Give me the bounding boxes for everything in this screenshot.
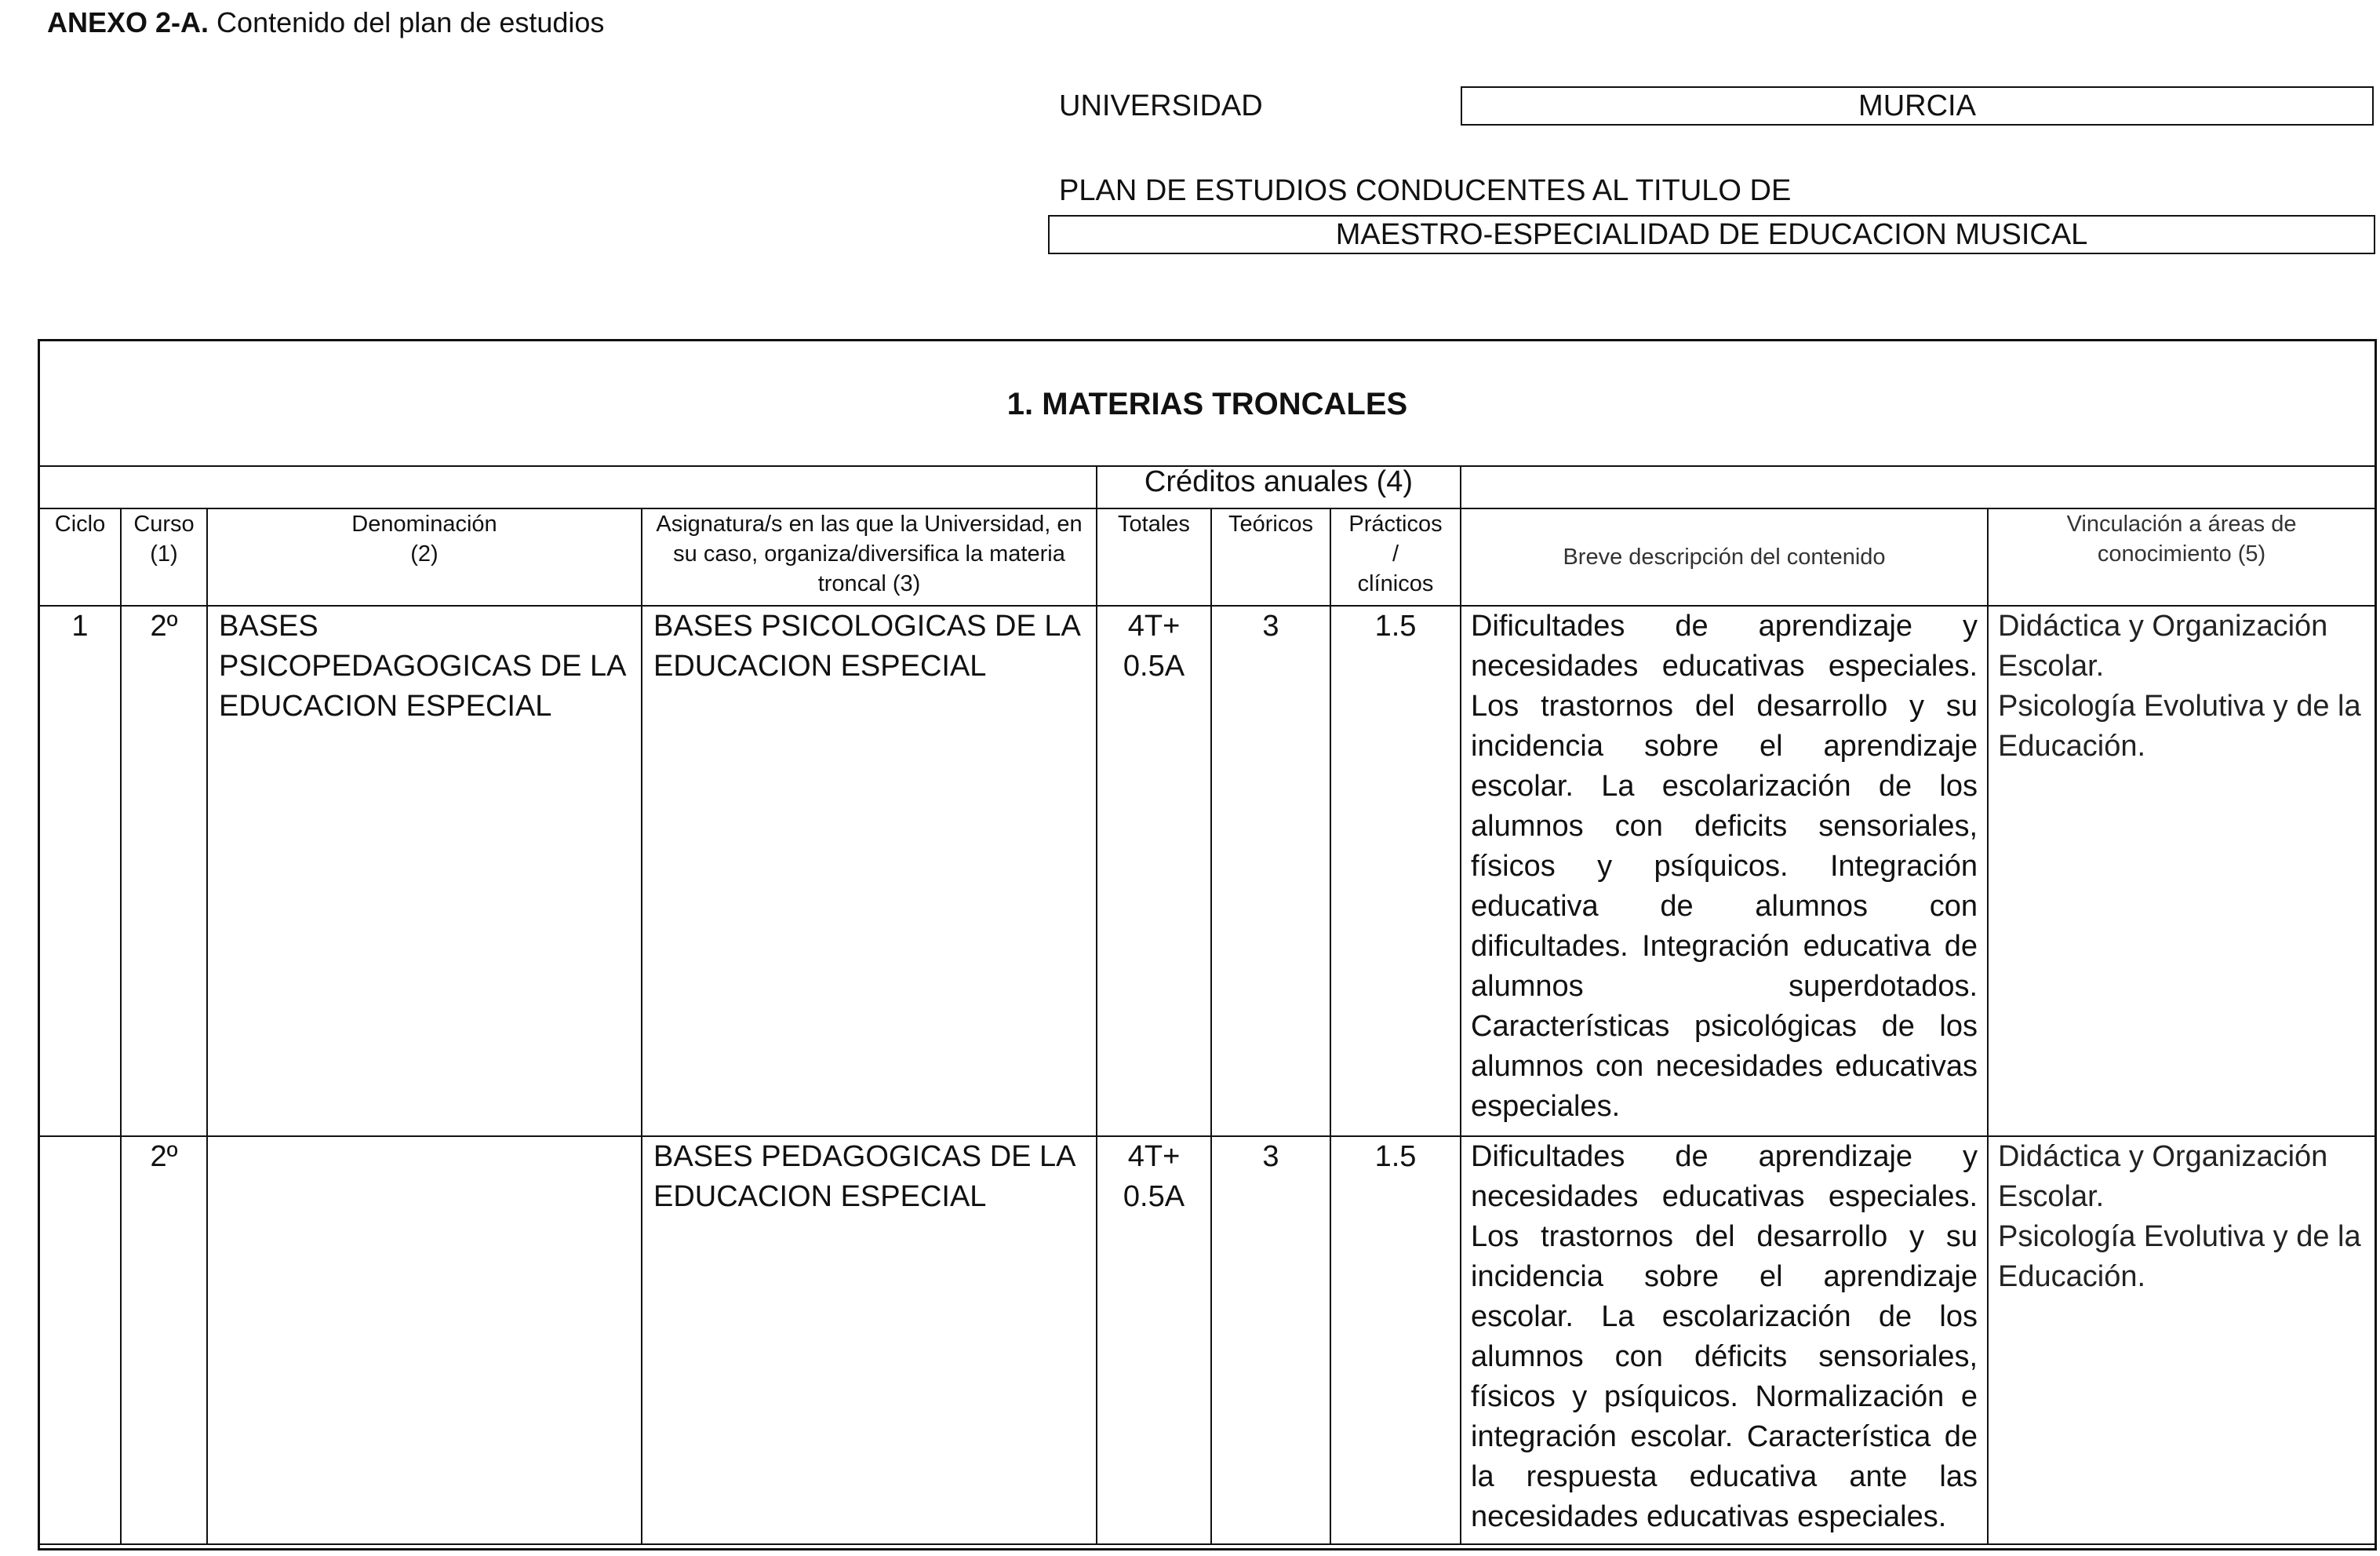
col-header-descripcion: Breve descripción del contenido [1461, 508, 1988, 606]
asignatura-cell: BASES PSICOLOGICAS DE LA EDUCACION ESPECIAL [642, 606, 1097, 1136]
table-row [40, 606, 2375, 1136]
table-row [40, 1136, 2375, 1544]
credits-caption-row [40, 465, 2375, 508]
curso-cell: 2º [121, 1136, 207, 1544]
area-item: Didáctica y Organización Escolar. [1998, 1140, 2328, 1213]
col-header-practicos: Prácticos / clínicos [1330, 508, 1461, 606]
blank-cell [1461, 465, 2375, 508]
teoricos-cell: 3 [1211, 606, 1330, 1136]
annex-title [47, 6, 604, 39]
university-value: MURCIA [1461, 86, 2374, 126]
totales-cell: 4T+ 0.5A [1097, 1136, 1211, 1544]
col-header-curso: Curso (1) [121, 508, 207, 606]
subjects-table-frame [38, 339, 2377, 1551]
ciclo-cell: 1 [40, 606, 121, 1136]
subjects-table [40, 465, 2375, 1545]
section-title: 1. MATERIAS TRONCALES [40, 341, 2375, 467]
annex-label: ANEXO 2-A. [47, 6, 209, 38]
curso-cell: 2º [121, 606, 207, 1136]
ciclo-cell [40, 1136, 121, 1544]
university-label: UNIVERSIDAD [1059, 89, 1263, 122]
blank-cell [40, 465, 1097, 508]
vinculacion-cell [1988, 606, 2375, 1136]
col-header-totales: Totales [1097, 508, 1211, 606]
descripcion-cell: Dificultades de aprendizaje y necesidades educativas especiales. Los trastornos del desarrollo y su incidencia sobre el aprendizaje escolar. La escolarización de los alumnos con déficits sensoriales, físicos y psíquicos. Normalización e integración escolar. Característica de la respuesta educativa ante las necesidades educativas especiales. [1461, 1136, 1988, 1544]
descripcion-cell: Dificultades de aprendizaje y necesidades educativas especiales. Los trastornos del desarrollo y su incidencia sobre el aprendizaje escolar. La escolarización de los alumnos con deficits sensoriales, físicos y psíquicos. Integración educativa de alumnos con dificultades. Integración educativa de alumnos superdotados. Características psicológicas de los alumnos con necesidades educativas especiales. [1461, 606, 1988, 1136]
credits-caption: Créditos anuales (4) [1097, 465, 1461, 508]
denominacion-cell: BASES PSICOPEDAGOGICAS DE LA EDUCACION ESPECIAL [207, 606, 642, 1136]
col-header-ciclo: Ciclo [40, 508, 121, 606]
denominacion-cell [207, 1136, 642, 1544]
vinculacion-cell [1988, 1136, 2375, 1544]
practicos-cell: 1.5 [1330, 1136, 1461, 1544]
totales-cell: 4T+ 0.5A [1097, 606, 1211, 1136]
col-header-asignatura: Asignatura/s en las que la Universidad, en su caso, organiza/diversifica la materia troncal (3) [642, 508, 1097, 606]
column-header-row [40, 508, 2375, 606]
area-item: Didáctica y Organización Escolar. [1998, 610, 2328, 683]
teoricos-cell: 3 [1211, 1136, 1330, 1544]
asignatura-cell: BASES PEDAGOGICAS DE LA EDUCACION ESPECIAL [642, 1136, 1097, 1544]
area-item: Psicología Evolutiva y de la Educación. [1998, 690, 2361, 763]
plan-value: MAESTRO-ESPECIALIDAD DE EDUCACION MUSICAL [1048, 215, 2375, 254]
col-header-teoricos: Teóricos [1211, 508, 1330, 606]
practicos-cell: 1.5 [1330, 606, 1461, 1136]
col-header-denominacion: Denominación (2) [207, 508, 642, 606]
annex-description: Contenido del plan de estudios [209, 6, 605, 38]
area-item: Psicología Evolutiva y de la Educación. [1998, 1220, 2361, 1293]
plan-label: PLAN DE ESTUDIOS CONDUCENTES AL TITULO DE [1059, 174, 1792, 207]
col-header-vinculacion: Vinculación a áreas de conocimiento (5) [1988, 508, 2375, 606]
